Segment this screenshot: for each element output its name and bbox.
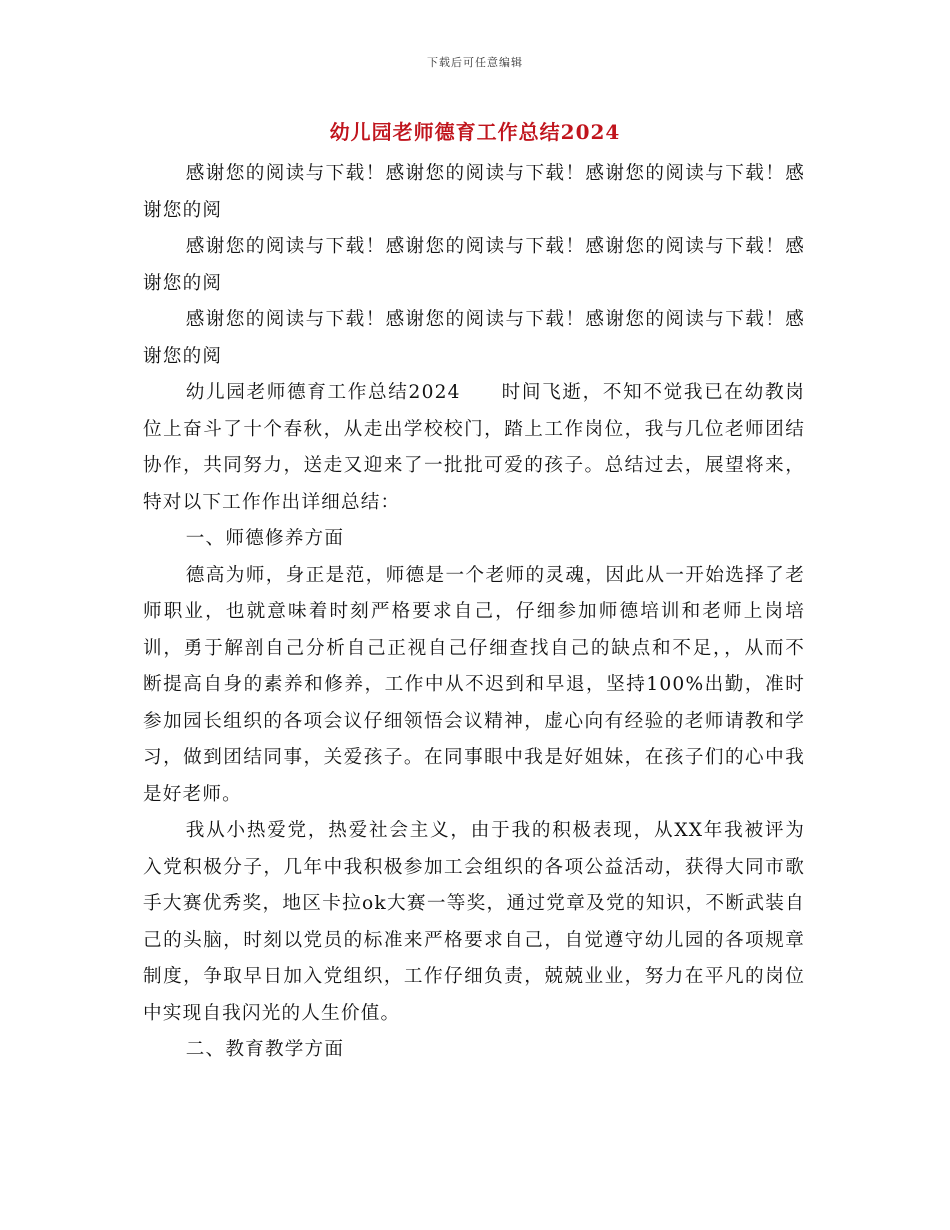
header-note: 下载后可任意编辑 xyxy=(427,56,523,69)
section-heading: 二、教育教学方面 xyxy=(185,1039,345,1060)
paragraph: 感谢您的阅读与下载！感谢您的阅读与下载！感谢您的阅读与下载！感谢您的阅 xyxy=(143,236,805,294)
paragraph: 我从小热爱党，热爱社会主义，由于我的积极表现，从XX年我被评为入党积极分子，几年中我积极参加工会组织的各项公益活动，获得大同市歌手大赛优秀奖，地区卡拉ok大赛一等奖，通过党章及党的知识，不断武装自己的头脑，时刻以党员的标准来严格要求自己，自觉遵守幼儿园的各项规章制度，争取早日加入党组织，工作仔细负责，兢兢业业，努力在平凡的岗位中实现自我闪光的人生价值。 xyxy=(143,820,805,1024)
paragraph: 感谢您的阅读与下载！感谢您的阅读与下载！感谢您的阅读与下载！感谢您的阅 xyxy=(143,309,805,367)
section-heading: 一、师德修养方面 xyxy=(185,528,345,549)
paragraph: 幼儿园老师德育工作总结2024 时间飞逝，不知不觉我已在幼教岗位上奋斗了十个春秋，从走出学校校门，踏上工作岗位，我与几位老师团结协作，共同努力，送走又迎来了一批批可爱的孩子。总结过去，展望将来，特对以下工作作出详细总结： xyxy=(143,382,805,513)
document-title: 幼儿园老师德育工作总结2024 xyxy=(329,120,621,144)
document-body xyxy=(143,156,805,1069)
paragraph: 感谢您的阅读与下载！感谢您的阅读与下载！感谢您的阅读与下载！感谢您的阅 xyxy=(143,163,805,221)
paragraph: 德高为师，身正是范，师德是一个老师的灵魂，因此从一开始选择了老师职业，也就意味着时刻严格要求自己，仔细参加师德培训和老师上岗培训，勇于解剖自己分析自己正视自己仔细查找自己的缺点和不足，，从而不断提高自身的素养和修养，工作中从不迟到和早退，坚持100%出勤，准时参加园长组织的各项会议仔细领悟会议精神，虚心向有经验的老师请教和学习，做到团结同事，关爱孩子。在同事眼中我是好姐妹，在孩子们的心中我是好老师。 xyxy=(143,564,805,805)
